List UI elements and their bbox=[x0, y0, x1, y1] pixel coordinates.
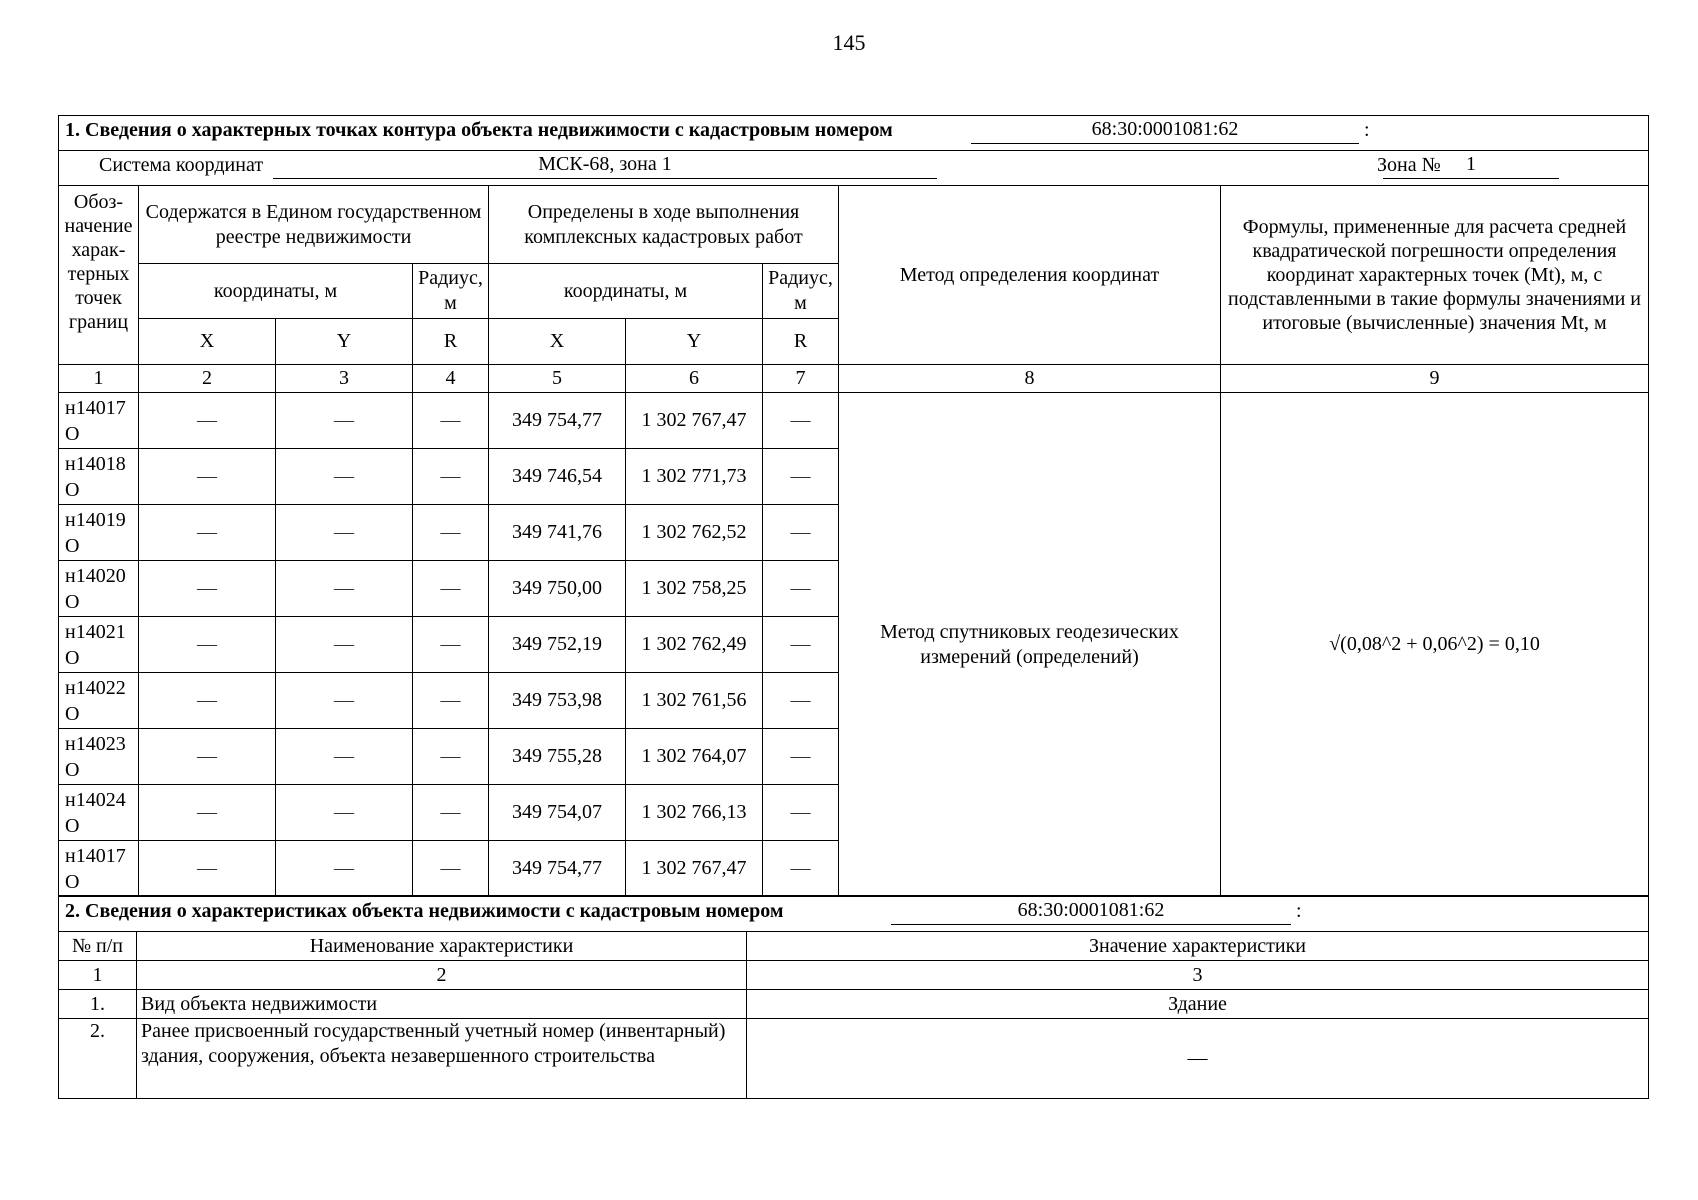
row-value: Здание bbox=[747, 990, 1649, 1019]
point-id: н14019 О bbox=[59, 505, 139, 561]
table-row bbox=[59, 393, 1649, 449]
point-id: н14021 О bbox=[59, 617, 139, 673]
egrn-y: — bbox=[276, 505, 413, 561]
egrn-y: — bbox=[276, 561, 413, 617]
kkr-x: 349 754,77 bbox=[489, 841, 626, 897]
egrn-x: — bbox=[139, 673, 276, 729]
col-number: 1 bbox=[59, 365, 139, 393]
zone-label: Зона № bbox=[1377, 154, 1441, 176]
header-name: Наименование характеристики bbox=[137, 932, 747, 961]
header-point-designation: Обоз-начение харак-терных точек границ bbox=[59, 186, 139, 365]
kkr-y: 1 302 761,56 bbox=[626, 673, 763, 729]
egrn-r: — bbox=[413, 729, 489, 785]
coord-system-value: МСК-68, зона 1 bbox=[273, 151, 937, 179]
section2-cadastral-number: 68:30:0001081:62 bbox=[891, 897, 1291, 925]
section1-cadastral-number: 68:30:0001081:62 bbox=[971, 116, 1359, 144]
kkr-y: 1 302 758,25 bbox=[626, 561, 763, 617]
point-id: н14018 О bbox=[59, 449, 139, 505]
header-egrn-r: R bbox=[413, 319, 489, 365]
kkr-r: — bbox=[763, 505, 839, 561]
section1-colon: : bbox=[1364, 119, 1370, 141]
header-kkr-x: X bbox=[489, 319, 626, 365]
egrn-y: — bbox=[276, 673, 413, 729]
zone-value: 1 bbox=[1383, 151, 1559, 179]
section2-colon: : bbox=[1296, 899, 1302, 922]
header-group-kkr: Определены в ходе выполнения комплексных кадастровых работ bbox=[489, 186, 839, 264]
col-number: 6 bbox=[626, 365, 763, 393]
kkr-x: 349 746,54 bbox=[489, 449, 626, 505]
section1-title: 1. Сведения о характерных точках контура объекта недвижимости с кадастровым номером bbox=[65, 119, 893, 141]
header-kkr-radius: Радиус, м bbox=[763, 264, 839, 319]
header-kkr-r: R bbox=[763, 319, 839, 365]
egrn-r: — bbox=[413, 505, 489, 561]
kkr-y: 1 302 762,49 bbox=[626, 617, 763, 673]
egrn-x: — bbox=[139, 505, 276, 561]
header-method: Метод определения координат bbox=[839, 186, 1221, 365]
header-group-egrn: Содержатся в Едином государственном реестре недвижимости bbox=[139, 186, 489, 264]
kkr-y: 1 302 766,13 bbox=[626, 785, 763, 841]
col-number: 2 bbox=[139, 365, 276, 393]
egrn-r: — bbox=[413, 841, 489, 897]
kkr-x: 349 755,28 bbox=[489, 729, 626, 785]
points-table bbox=[58, 115, 1649, 897]
header-kkr-coords: координаты, м bbox=[489, 264, 763, 319]
egrn-y: — bbox=[276, 729, 413, 785]
table-row bbox=[59, 990, 1649, 1019]
kkr-r: — bbox=[763, 449, 839, 505]
col-number: 5 bbox=[489, 365, 626, 393]
row-name: Вид объекта недвижимости bbox=[137, 990, 747, 1019]
header-egrn-y: Y bbox=[276, 319, 413, 365]
kkr-x: 349 754,07 bbox=[489, 785, 626, 841]
row-num: 2. bbox=[59, 1019, 137, 1099]
egrn-r: — bbox=[413, 785, 489, 841]
egrn-r: — bbox=[413, 393, 489, 449]
kkr-r: — bbox=[763, 561, 839, 617]
header-egrn-coords: координаты, м bbox=[139, 264, 413, 319]
characteristics-table bbox=[58, 895, 1649, 1099]
formula-value: √(0,08^2 + 0,06^2) = 0,10 bbox=[1221, 393, 1649, 897]
kkr-x: 349 752,19 bbox=[489, 617, 626, 673]
header-egrn-radius: Радиус, м bbox=[413, 264, 489, 319]
kkr-r: — bbox=[763, 393, 839, 449]
point-id: н14022 О bbox=[59, 673, 139, 729]
egrn-r: — bbox=[413, 561, 489, 617]
coord-system-label: Система координат bbox=[99, 154, 264, 176]
kkr-x: 349 753,98 bbox=[489, 673, 626, 729]
col-number: 3 bbox=[276, 365, 413, 393]
section1-header bbox=[59, 116, 1649, 151]
row-num: 1. bbox=[59, 990, 137, 1019]
kkr-y: 1 302 767,47 bbox=[626, 841, 763, 897]
egrn-x: — bbox=[139, 393, 276, 449]
coordinate-system-row bbox=[59, 151, 1649, 186]
egrn-y: — bbox=[276, 841, 413, 897]
header-num: № п/п bbox=[59, 932, 137, 961]
point-id: н14020 О bbox=[59, 561, 139, 617]
cadastral-sheet bbox=[58, 115, 1648, 1099]
kkr-r: — bbox=[763, 673, 839, 729]
egrn-r: — bbox=[413, 673, 489, 729]
egrn-x: — bbox=[139, 617, 276, 673]
egrn-y: — bbox=[276, 785, 413, 841]
egrn-y: — bbox=[276, 449, 413, 505]
egrn-x: — bbox=[139, 841, 276, 897]
egrn-y: — bbox=[276, 393, 413, 449]
col-number: 2 bbox=[137, 961, 747, 990]
header-formulas: Формулы, примененные для расчета средней квадратической погрешности определения координат характерных точек (Mt), м, с подставленными в такие формулы значениями и итоговые (вычисленные) значения Mt, м bbox=[1221, 186, 1649, 365]
kkr-y: 1 302 762,52 bbox=[626, 505, 763, 561]
kkr-r: — bbox=[763, 841, 839, 897]
table-row bbox=[59, 1019, 1649, 1099]
kkr-x: 349 750,00 bbox=[489, 561, 626, 617]
kkr-x: 349 754,77 bbox=[489, 393, 626, 449]
row-name: Ранее присвоенный государственный учетный номер (инвентарный) здания, сооружения, объекта незавершенного строительства bbox=[137, 1019, 747, 1099]
egrn-y: — bbox=[276, 617, 413, 673]
kkr-y: 1 302 771,73 bbox=[626, 449, 763, 505]
kkr-r: — bbox=[763, 785, 839, 841]
section2-header bbox=[59, 896, 1649, 932]
col-number: 7 bbox=[763, 365, 839, 393]
point-id: н14017 О bbox=[59, 841, 139, 897]
col-number: 1 bbox=[59, 961, 137, 990]
egrn-x: — bbox=[139, 785, 276, 841]
kkr-r: — bbox=[763, 729, 839, 785]
header-egrn-x: X bbox=[139, 319, 276, 365]
col-number: 4 bbox=[413, 365, 489, 393]
egrn-r: — bbox=[413, 449, 489, 505]
point-id: н14023 О bbox=[59, 729, 139, 785]
egrn-x: — bbox=[139, 449, 276, 505]
row-value: — bbox=[747, 1019, 1649, 1099]
point-id: н14024 О bbox=[59, 785, 139, 841]
egrn-x: — bbox=[139, 561, 276, 617]
header-value: Значение характеристики bbox=[747, 932, 1649, 961]
kkr-r: — bbox=[763, 617, 839, 673]
egrn-x: — bbox=[139, 729, 276, 785]
egrn-r: — bbox=[413, 617, 489, 673]
kkr-y: 1 302 764,07 bbox=[626, 729, 763, 785]
col-number: 8 bbox=[839, 365, 1221, 393]
method-value: Метод спутниковых геодезических измерений (определений) bbox=[839, 393, 1221, 897]
page-number: 145 bbox=[832, 30, 866, 55]
point-id: н14017 О bbox=[59, 393, 139, 449]
kkr-x: 349 741,76 bbox=[489, 505, 626, 561]
section2-title: 2. Сведения о характеристиках объекта недвижимости с кадастровым номером bbox=[65, 899, 784, 922]
col-number: 9 bbox=[1221, 365, 1649, 393]
kkr-y: 1 302 767,47 bbox=[626, 393, 763, 449]
col-number: 3 bbox=[747, 961, 1649, 990]
header-kkr-y: Y bbox=[626, 319, 763, 365]
